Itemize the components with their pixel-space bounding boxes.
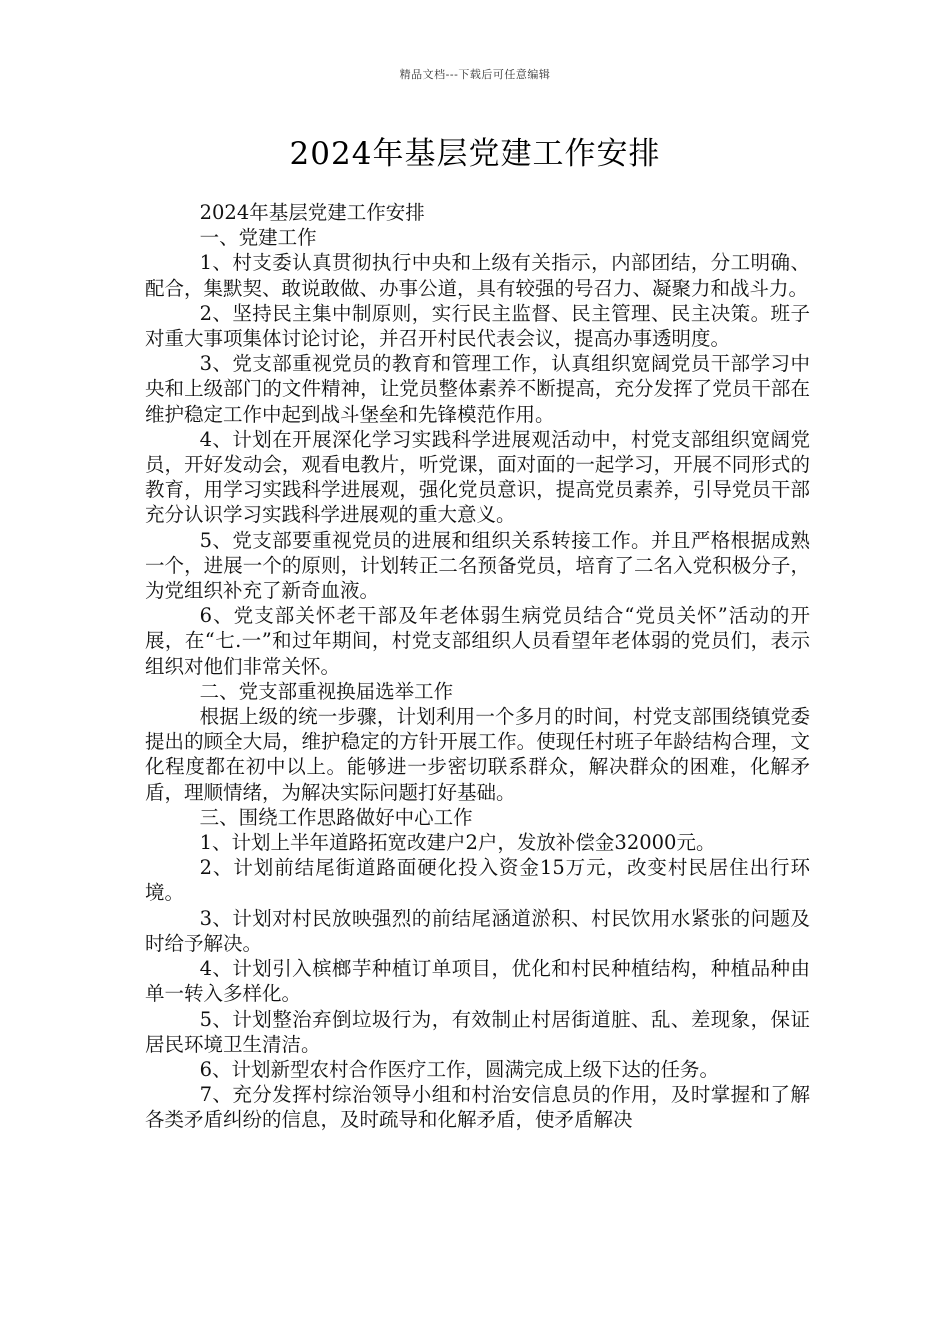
paragraph: 2、计划前结尾街道路面硬化投入资金15万元，改变村民居住出行环境。: [145, 856, 810, 905]
paragraph: 6、党支部关怀老干部及年老体弱生病党员结合“党员关怀”活动的开展，在“七.一”和过年期间，村党支部组织人员看望年老体弱的党员们，表示组织对他们非常关怀。: [145, 604, 810, 678]
section-heading-1: 一、党建工作: [199, 226, 317, 250]
paragraph: 7、充分发挥村综治领导小组和村治安信息员的作用，及时掌握和了解各类矛盾纠纷的信息，及时疏导和化解矛盾，使矛盾解决: [145, 1083, 810, 1132]
paragraph: 1、村支委认真贯彻执行中央和上级有关指示，内部团结，分工明确、配合，集默契、敢说敢做、办事公道，具有较强的号召力、凝聚力和战斗力。: [145, 251, 810, 300]
paragraph: 2、坚持民主集中制原则，实行民主监督、民主管理、民主决策。班子对重大事项集体讨论讨论，并召开村民代表会议，提高办事透明度。: [145, 301, 810, 351]
document-title: 2024年基层党建工作安排: [289, 136, 661, 172]
header-note: 精品文档---下载后可任意编辑: [399, 68, 551, 81]
paragraph: 3、党支部重视党员的教育和管理工作，认真组织宽阔党员干部学习中央和上级部门的文件精神，让党员整体素养不断提高，充分发挥了党员干部在维护稳定工作中起到战斗堡垒和先锋模范作用。: [145, 352, 810, 426]
paragraph: 4、计划在开展深化学习实践科学进展观活动中，村党支部组织宽阔党员，开好发动会，观看电教片，听党课，面对面的一起学习，开展不同形式的教育，用学习实践科学进展观，强化党员意识，提高党员素养，引导党员干部充分认识学习实践科学进展观的重大意义。: [145, 427, 810, 527]
paragraph: 5、党支部要重视党员的进展和组织关系转接工作。并且严格根据成熟一个，进展一个的原则，计划转正二名预备党员，培育了二名入党积极分子，为党组织补充了新奇血液。: [145, 528, 810, 603]
section-heading-2: 二、党支部重视换届选举工作: [199, 679, 454, 703]
paragraph: 3、计划对村民放映强烈的前结尾涵道淤积、村民饮用水紧张的问题及时给予解决。: [145, 906, 810, 955]
paragraph: 4、计划引入槟榔芋种植订单项目，优化和村民种植结构，种植品种由单一转入多样化。: [145, 957, 810, 1006]
section-heading-3: 三、围绕工作思路做好中心工作: [199, 805, 473, 829]
paragraph: 1、计划上半年道路拓宽改建户2户，发放补偿金32000元。: [199, 831, 716, 855]
paragraph-subtitle: 2024年基层党建工作安排: [199, 201, 425, 224]
paragraph: 根据上级的统一步骤，计划利用一个多月的时间，村党支部围绕镇党委提出的顾全大局，维护稳定的方针开展工作。使现任村班子年龄结构合理，文化程度都在初中以上。能够进一步密切联系群众，解决群众的困难，化解矛盾，理顺情绪，为解决实际问题打好基础。: [145, 705, 810, 804]
paragraph: 6、计划新型农村合作医疗工作，圆满完成上级下达的任务。: [199, 1057, 720, 1081]
paragraph: 5、计划整治弃倒垃圾行为，有效制止村居街道脏、乱、差现象，保证居民环境卫生清洁。: [145, 1007, 810, 1056]
document-body: [145, 200, 810, 1133]
